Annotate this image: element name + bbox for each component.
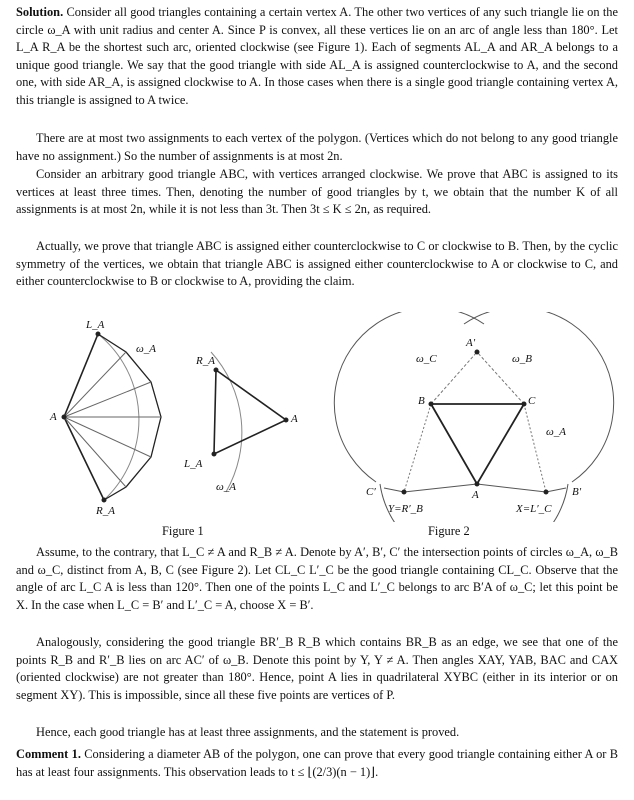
figures-area xyxy=(16,312,618,540)
figure-1-right-diagram xyxy=(211,352,288,492)
solution-heading: Solution. xyxy=(16,5,64,19)
label-omega-a-2: ω_A xyxy=(216,481,236,493)
label-omega-c: ω_C xyxy=(416,353,437,365)
comment-heading: Comment 1. xyxy=(16,747,81,761)
segment-cprime-y xyxy=(384,488,404,492)
label-omega-a-1: ω_A xyxy=(136,343,156,355)
solution-paragraph-2: There are at most two assignments to each vertex of the polygon. (Vertices which do not belong to any good triangle have no assignment.) So the number of assignments is at most 2n. xyxy=(16,131,618,163)
solution-text-1: Consider all good triangles containing a certain vertex A. The other two vertices of any such triangle lie on the circle ω_A with unit radius and center A. Since P is convex, all these vertices lie on an arc of angle less than 180°. Let L_A R_A be the shortest such arc, oriented clockwise (see Figure 1). Each of segments AL_A and AR_A belongs to a unique good triangle. We say that the good triangle with side AL_A is assigned counterclockwise to A, and the second one, with side AR_A, is assigned clockwise to A. In those cases when there is a single good triangle containing vertex A, this triangle is assigned to A twice. xyxy=(16,5,618,107)
label-cprime: C′ xyxy=(366,486,376,498)
comment-text: Considering a diameter AB of the polygon, one can prove that every good triangle containing either A or B has at least four assignments. This observation leads to t ≤ ⌊(2/3)(n − 1)⌋. xyxy=(16,747,618,779)
comment-paragraph xyxy=(16,746,618,781)
point-a xyxy=(62,415,66,419)
point-la xyxy=(96,332,100,336)
label-a-1: A xyxy=(50,411,57,423)
arc-omega-b xyxy=(464,312,614,482)
dotted-c-x xyxy=(524,404,546,492)
body-paragraph-5: Assume, to the contrary, that L_C ≠ A and R_B ≠ A. Denote by A′, B′, C′ the intersection points of circles ω_A, ω_B and ω_C, distinct from A, B, C (see Figure 2). Let CL_C L′_C be the good triangle containing CL_C. Observe that the angle of arc L_C A is less than 120°. Then one of the points L_C and L′_C belongs to arc B′A of ω_C; let this point be X. In the case when L_C = B′ and L′_C = A, choose X = B′. xyxy=(16,545,618,612)
label-a: A xyxy=(472,489,479,501)
figure-1-caption: Figure 1 xyxy=(162,524,204,538)
figure-1-left-diagram xyxy=(62,332,161,502)
segment-x-bprime xyxy=(546,488,566,492)
segment-x-a xyxy=(477,484,546,492)
label-ra-1: R_A xyxy=(96,505,115,517)
body-paragraph-7: Hence, each good triangle has at least three assignments, and the statement is proved. xyxy=(36,725,460,739)
label-aprime: A′ xyxy=(466,337,476,349)
label-b: B xyxy=(418,395,425,407)
dotted-b-y xyxy=(404,404,431,492)
segment-y-a xyxy=(404,484,477,492)
segment-a-la xyxy=(64,334,98,417)
solution-paragraph-4: Actually, we prove that triangle ABC is assigned either counterclockwise to C or clockwise to B. Then, by the cyclic symmetry of the vertices, we obtain that triangle ABC is assigned either counterclockwise to A or clockwise to C, and either counterclockwise to B or clockwise to A, providing the claim. xyxy=(16,239,618,289)
label-la-2: L_A xyxy=(184,458,203,470)
fan-line-1 xyxy=(64,352,126,417)
figure-1-and-2 xyxy=(16,312,618,522)
label-omega-a: ω_A xyxy=(546,426,566,438)
label-la-top: L_A xyxy=(86,319,105,331)
solution-paragraph-1 xyxy=(16,4,618,110)
label-omega-b: ω_B xyxy=(512,353,532,365)
label-c: C xyxy=(528,395,536,407)
label-x-lc: X=L′_C xyxy=(516,503,552,515)
label-bprime: B′ xyxy=(572,486,582,498)
label-y-rb: Y=R′_B xyxy=(388,503,423,515)
label-a-2: A xyxy=(291,413,298,425)
figure-2-caption: Figure 2 xyxy=(428,524,470,538)
segment-a-ra xyxy=(64,417,104,500)
triangle-abc xyxy=(431,404,524,484)
label-ra-2: R_A xyxy=(196,355,215,367)
body-paragraph-6: Analogously, considering the good triangle BR′_B R_B which contains BR_B as an edge, we see that one of the points R_B and R′_B lies on arc AC′ of ω_B. Denote this point by Y, Y ≠ A. Then angles XAY, YAB, BAC and CAX (oriented clockwise) are not greater than 180°. Hence, point A lies in quadrilateral XYBC (either in its interior or on segment XY). This is impossible, since all these five points are vertices of P. xyxy=(16,635,618,702)
solution-paragraph-3: Consider an arbitrary good triangle ABC, with vertices arranged clockwise. We prove that ABC is assigned to its vertices at least three times. Then, denoting the number of good triangles by t, we obtain that the number K of all assignments is at most 2n, while it is not less than 3t. Then 3t ≤ K ≤ 2n, as required. xyxy=(16,167,618,217)
fan-line-5 xyxy=(64,417,126,487)
triangle-ra-a-la xyxy=(214,370,286,454)
dashed-b-aprime xyxy=(431,352,477,404)
point-ra xyxy=(102,498,106,502)
